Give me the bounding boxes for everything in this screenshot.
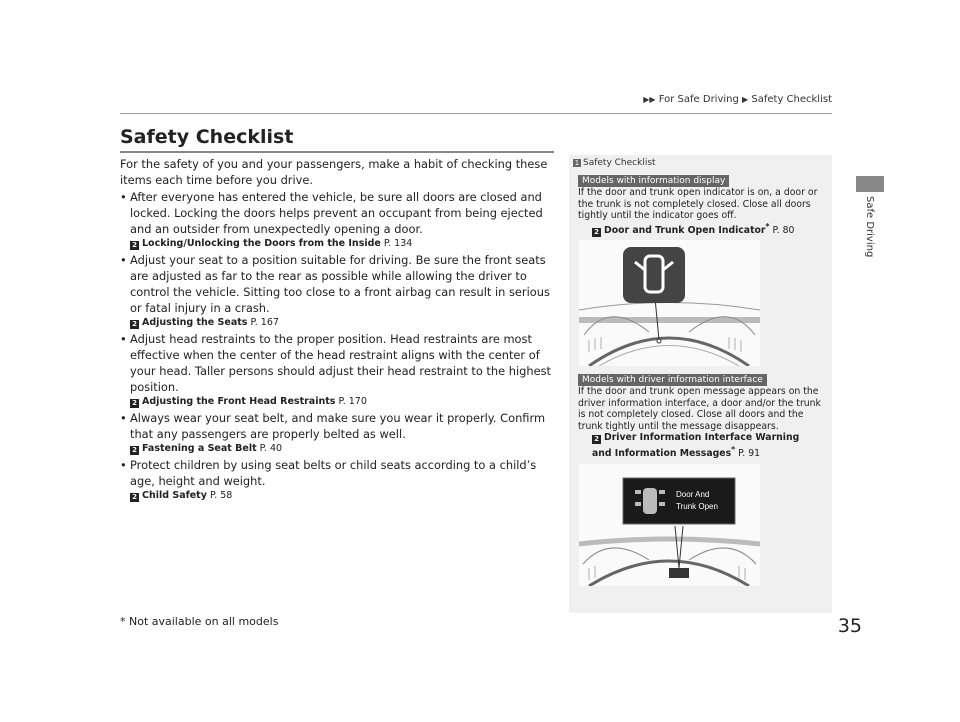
arrow-icon: 2 bbox=[592, 228, 601, 237]
cross-reference[interactable]: 2 Adjusting the Front Head Restraints P. 170 bbox=[120, 395, 556, 409]
side-note-text: If the door and trunk open message appears on the driver information interface, a door and/or the trunk is not completely closed. Close all doors and the trunk tightly until the message disappears. bbox=[578, 386, 821, 432]
display-line-2: Trunk Open bbox=[676, 502, 718, 511]
breadcrumb-arrow-icon: ▶▶ bbox=[643, 95, 656, 104]
arrow-icon: 2 bbox=[130, 241, 139, 250]
note-number-icon: 1 bbox=[574, 159, 580, 167]
section-tab[interactable] bbox=[851, 196, 887, 296]
display-line-1: Door And bbox=[676, 490, 710, 499]
breadcrumb-arrow-icon: ▶ bbox=[742, 95, 749, 104]
arrow-icon: 2 bbox=[592, 435, 601, 444]
arrow-icon: 2 bbox=[130, 446, 139, 455]
checklist-item: • After everyone has entered the vehicle, be sure all doors are closed and locked. Locking the doors helps prevent an occupant from being ejected and an outsider from unexpectedly opening a door. bbox=[120, 190, 543, 236]
cross-reference[interactable]: 2 Driver Information Interface Warning and Information Messages* P. 91 bbox=[592, 432, 800, 460]
arrow-icon: 2 bbox=[130, 399, 139, 408]
main-content bbox=[120, 156, 556, 504]
checklist-item: • Adjust your seat to a position suitable for driving. Be sure the front seats are adjusted as far to the rear as possible while allowing the driver to control the vehicle. Sitting too close to a front airbag can result in serious or fatal injury in a crash. bbox=[120, 253, 550, 315]
side-note-text: If the door and trunk open indicator is on, a door or the trunk is not completely closed. Close all doors tightly until the indicator goes off. bbox=[578, 187, 818, 221]
arrow-icon: 2 bbox=[130, 493, 139, 502]
model-badge: Models with driver information interface bbox=[578, 374, 767, 386]
cross-reference[interactable]: 2 Locking/Unlocking the Doors from the Inside P. 134 bbox=[120, 237, 556, 251]
checklist-item: • Adjust head restraints to the proper position. Head restraints are most effective when the center of the head restraint aligns with the center of your head. Taller persons should adjust their head restraint to the highest position. bbox=[120, 332, 551, 394]
checklist-item: • Protect children by using seat belts or child seats according to a child’s age, height and weight. bbox=[120, 458, 537, 488]
cross-reference[interactable]: 2 Adjusting the Seats P. 167 bbox=[120, 316, 556, 330]
footnote: * Not available on all models bbox=[120, 615, 279, 628]
door-open-indicator-illustration bbox=[579, 240, 760, 366]
page-number: 35 bbox=[837, 615, 862, 637]
header-divider bbox=[120, 113, 832, 114]
title-divider bbox=[120, 151, 554, 153]
arrow-icon: 2 bbox=[130, 320, 139, 329]
model-badge: Models with information display bbox=[578, 175, 729, 187]
checklist-item: • Always wear your seat belt, and make sure you wear it properly. Confirm that any passengers are properly belted as well. bbox=[120, 411, 546, 441]
breadcrumb-current: Safety Checklist bbox=[751, 94, 832, 105]
page-title: Safety Checklist bbox=[120, 126, 294, 148]
driver-interface-illustration bbox=[579, 464, 760, 586]
section-tab-label: Safe Driving bbox=[864, 196, 875, 258]
cross-reference[interactable]: 2 Door and Trunk Open Indicator* P. 80 bbox=[592, 221, 794, 237]
cross-reference[interactable]: 2 Child Safety P. 58 bbox=[120, 489, 556, 503]
intro-text: For the safety of you and your passengers, make a habit of checking these items each time before you drive. bbox=[120, 157, 548, 187]
section-tab-marker bbox=[856, 176, 884, 192]
breadcrumb bbox=[500, 94, 832, 105]
side-panel-header: 1 Safety Checklist bbox=[574, 158, 656, 168]
breadcrumb-parent[interactable]: For Safe Driving bbox=[658, 94, 739, 105]
cross-reference[interactable]: 2 Fastening a Seat Belt P. 40 bbox=[120, 442, 556, 456]
